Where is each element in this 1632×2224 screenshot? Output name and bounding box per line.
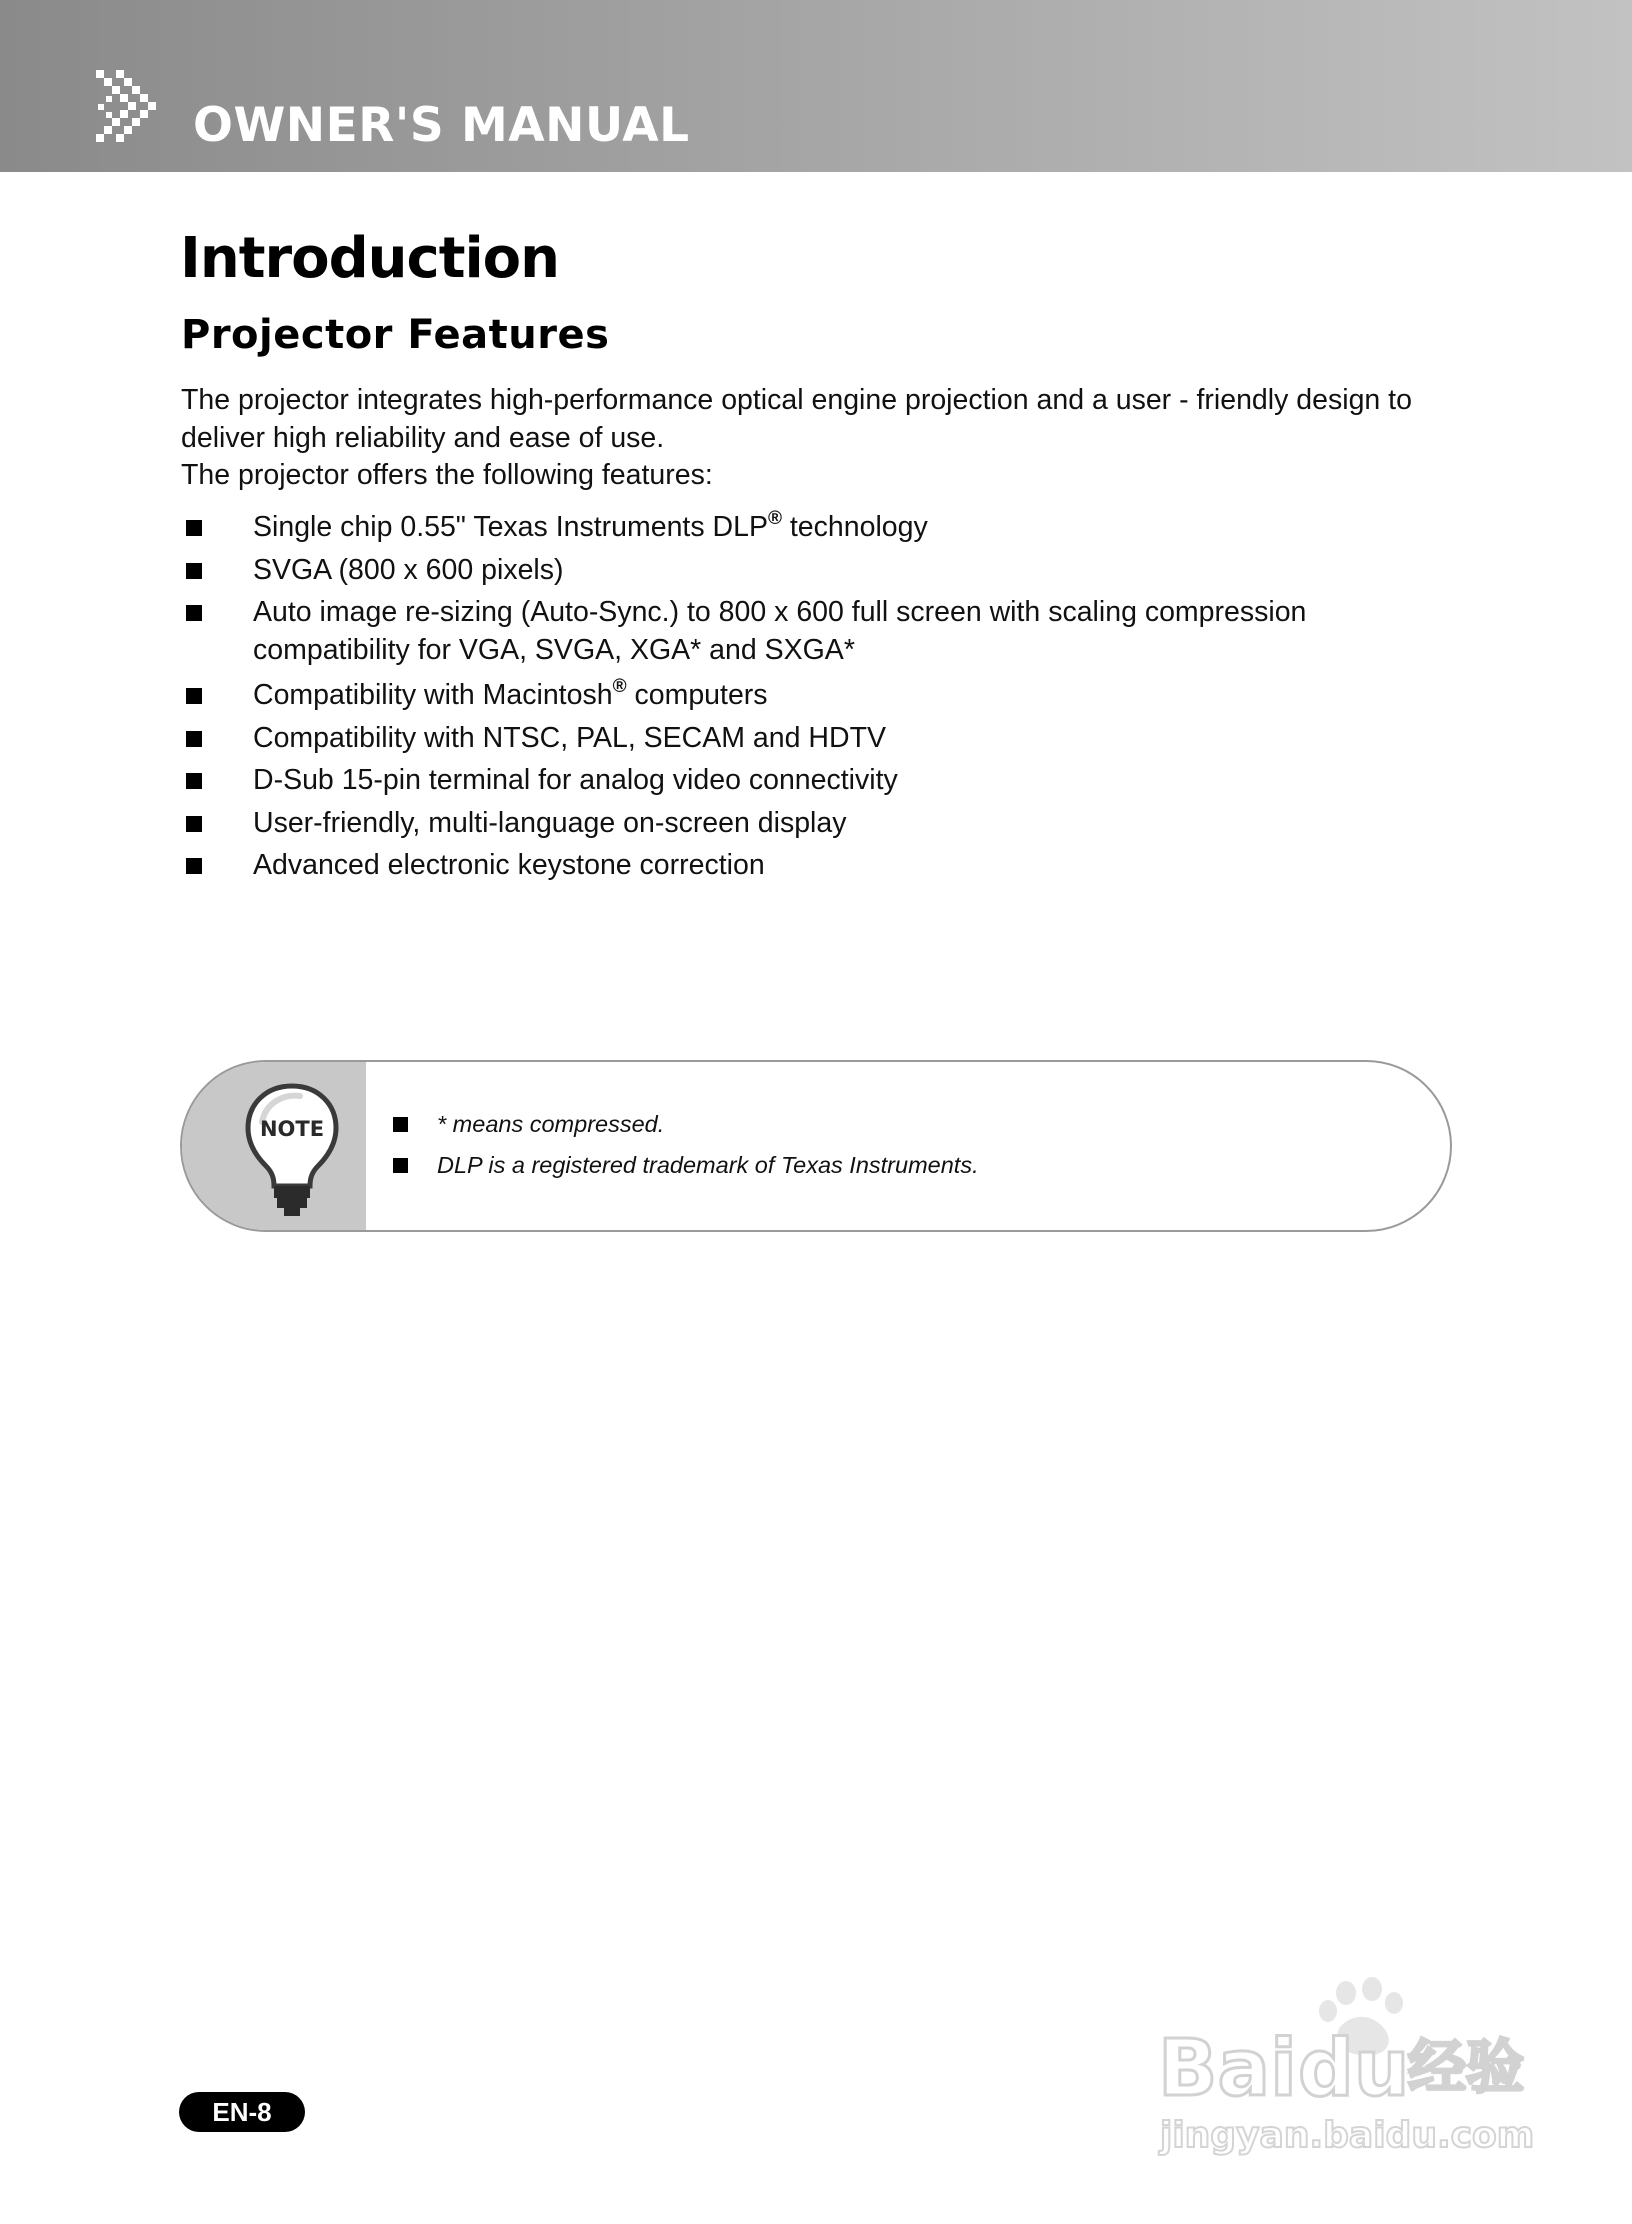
feature-item: User-friendly, multi-language on-screen display [181,804,1481,842]
feature-item: SVGA (800 x 600 pixels) [181,551,1481,589]
square-bullet-icon [186,731,202,747]
note-icon-label: NOTE [259,1117,325,1141]
note-list [388,1104,979,1186]
intro-line: The projector offers the following features: [181,459,713,491]
feature-item: Advanced electronic keystone correction [181,846,1481,884]
square-bullet-icon [186,816,202,832]
square-bullet-icon [186,858,202,874]
feature-item: D-Sub 15-pin terminal for analog video connectivity [181,761,1481,799]
feature-item: Single chip 0.55" Texas Instruments DLP® technology [181,508,1481,546]
feature-list [181,508,1481,889]
lightbulb-note-icon [244,1082,340,1218]
feature-item: Auto image re-sizing (Auto-Sync.) to 800 x 600 full screen with scaling compression compatibility for VGA, SVGA, XGA* and SXGA* [181,593,1481,669]
note-item: * means compressed. [388,1104,979,1145]
square-bullet-icon [186,563,202,579]
square-bullet-icon [186,773,202,789]
svg-text:jingyan.baidu.com: jingyan.baidu.com [1160,2115,1535,2156]
square-bullet-icon [186,688,202,704]
double-chevron-icon [96,70,168,148]
intro-line: deliver high reliability and ease of use. [181,421,665,454]
square-bullet-icon [186,605,202,621]
note-box [180,1060,1452,1232]
page-number-badge: EN-8 [179,2092,305,2132]
svg-text:Bai: Bai [1158,2024,1297,2114]
registered-mark: ® [767,507,782,529]
registered-mark: ® [612,675,627,697]
feature-item: Compatibility with NTSC, PAL, SECAM and HDTV [181,719,1481,757]
note-icon-panel [182,1062,366,1230]
header-band [0,0,1632,172]
feature-item: Compatibility with Macintosh® computers [181,676,1481,714]
section-heading: Projector Features [181,312,610,358]
square-bullet-icon [186,520,202,536]
manual-title: OWNER'S MANUAL [193,98,690,153]
intro-line: The projector integrates high-performance optical engine projection and a user - friendly design to [181,384,1412,416]
svg-text:du: du [1298,2024,1410,2114]
page-heading: Introduction [180,226,560,291]
note-item: DLP is a registered trademark of Texas Instruments. [388,1145,979,1186]
svg-text:经验: 经验 [1408,2033,1525,2101]
square-bullet-icon [393,1158,408,1173]
intro-paragraph [181,382,1501,495]
baidu-watermark-logo [1150,1975,1570,2165]
square-bullet-icon [393,1117,408,1132]
